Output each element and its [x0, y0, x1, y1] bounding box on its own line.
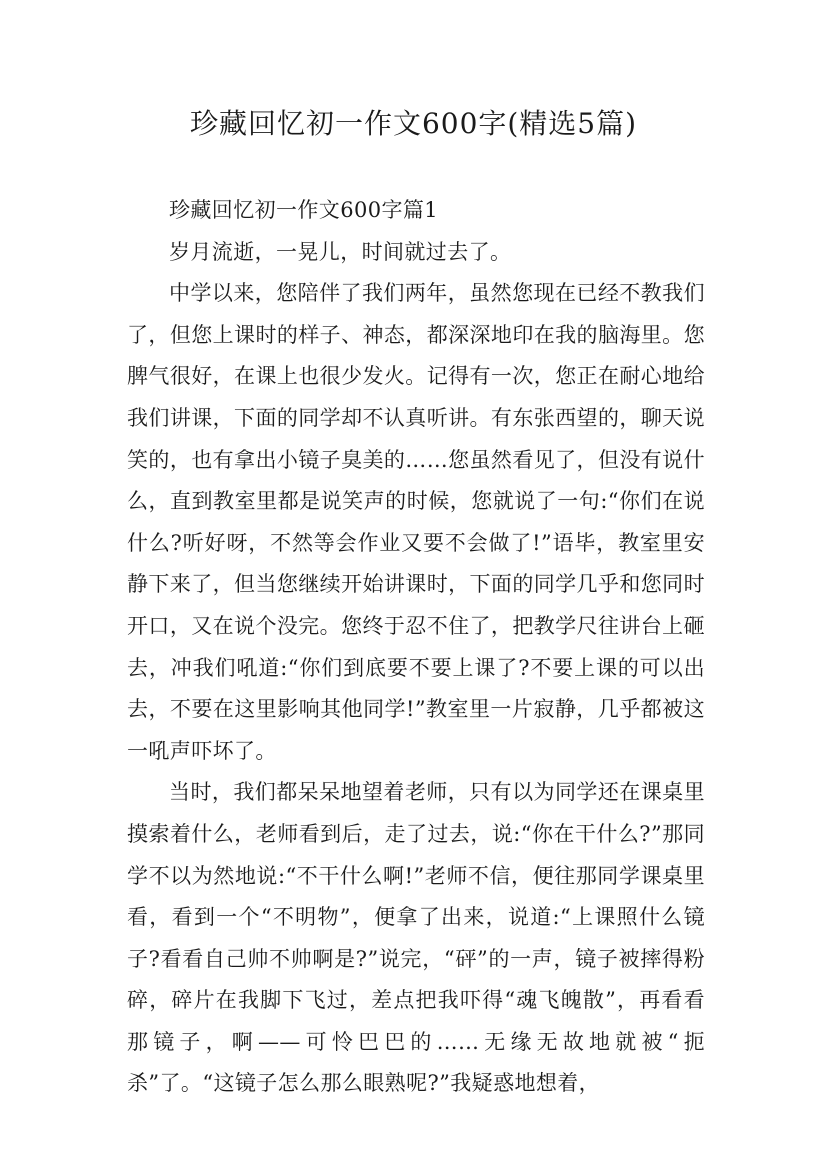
section-heading: 珍藏回忆初一作文600字篇1 [169, 198, 439, 222]
document-body [127, 190, 705, 1105]
document-title: 珍藏回忆初一作文600字(精选5篇) [189, 107, 638, 140]
paragraph-2: 中学以来，您陪伴了我们两年，虽然您现在已经不教我们了，但您上课时的样子、神态，都深深地印在我的脑海里。您脾气很好，在课上也很少发火。记得有一次，您正在耐心地给我们讲课，下面的同学却不认真听讲。有东张西望的，聊天说笑的，也有拿出小镜子臭美的……您虽然看见了，但没有说什么，直到教室里都是说笑声的时候，您就说了一句:“你们在说什么?听好呀，不然等会作业又要不会做了!”语毕，教室里安静下来了，但当您继续开始讲课时，下面的同学几乎和您同时开口，又在说个没完。您终于忍不住了，把教学尺往讲台上砸去，冲我们吼道:“你们到底要不要上课了?不要上课的可以出去，不要在这里影响其他同学!”教室里一片寂静，几乎都被这一吼声吓坏了。 [127, 281, 705, 763]
paragraph-1: 岁月流逝，一晃儿，时间就过去了。 [169, 239, 512, 264]
paragraph-3: 当时，我们都呆呆地望着老师，只有以为同学还在课桌里摸索着什么，老师看到后，走了过去，说:“你在干什么?”那同学不以为然地说:“不干什么啊!”老师不信，便往那同学课桌里看，看到一个“不明物”，便拿了出来，说道:“上课照什么镜子?看看自己帅不帅啊是?”说完，“砰”的一声，镜子被摔得粉碎，碎片在我脚下飞过，差点把我吓得“魂飞魄散”，再看看那镜子，啊——可怜巴巴的……无缘无故地就被“扼杀”了。“这镜子怎么那么眼熟呢?”我疑惑地想着， [127, 780, 705, 1096]
